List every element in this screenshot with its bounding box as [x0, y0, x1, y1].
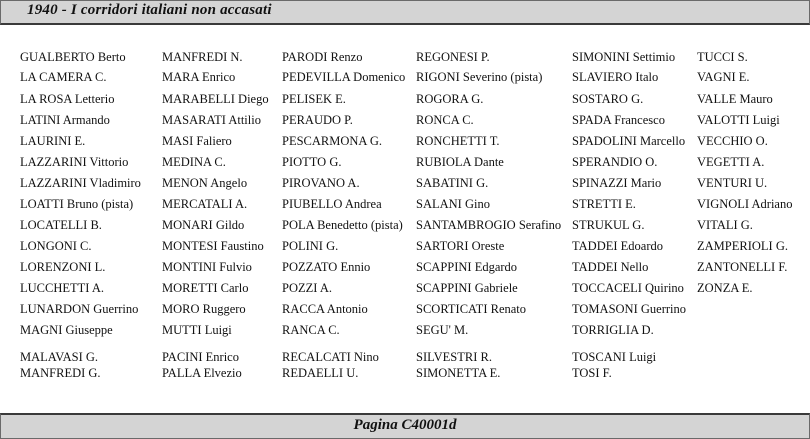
rider-name: LOATTI Bruno (pista) [20, 197, 134, 211]
rider-name: SLAVIERO Italo [572, 70, 659, 84]
rider-name: SPADOLINI Marcello [572, 134, 686, 148]
rider-name: POLA Benedetto (pista) [282, 218, 403, 232]
rider-name: MARA Enrico [162, 70, 236, 84]
rider-name: SILVESTRI R. [416, 350, 492, 364]
rider-name: PESCARMONA G. [282, 134, 383, 148]
rider-name: MASI Faliero [162, 134, 232, 148]
rider-name: PIOTTO G. [282, 155, 342, 169]
rider-name: VALOTTI Luigi [697, 113, 780, 127]
rider-name: SANTAMBROGIO Serafino [416, 218, 562, 232]
rider-name: LOCATELLI B. [20, 218, 102, 232]
rider-name: SARTORI Oreste [416, 239, 505, 253]
rider-name: PIUBELLO Andrea [282, 197, 382, 211]
rider-name: MANFREDI N. [162, 50, 243, 64]
rider-name: RUBIOLA Dante [416, 155, 504, 169]
rider-name: LAZZARINI Vittorio [20, 155, 129, 169]
rider-name: SALANI Gino [416, 197, 490, 211]
rider-name: TADDEI Edoardo [572, 239, 663, 253]
rider-name: SIMONETTA E. [416, 366, 501, 380]
rider-name: LUNARDON Guerrino [20, 302, 139, 316]
rider-name: PELISEK E. [282, 92, 346, 106]
rider-name: ZONZA E. [697, 281, 753, 295]
rider-name: ZANTONELLI F. [697, 260, 788, 274]
rider-name: VECCHIO O. [697, 134, 768, 148]
rider-name: LUCCHETTI A. [20, 281, 105, 295]
rider-name: VIGNOLI Adriano [697, 197, 793, 211]
rider-name: TOCCACELI Quirino [572, 281, 684, 295]
rider-name: TOMASONI Guerrino [572, 302, 686, 316]
rider-name: RONCHETTI T. [416, 134, 500, 148]
rider-name: MARABELLI Diego [162, 92, 269, 106]
rider-name: POZZATO Ennio [282, 260, 371, 274]
rider-name: RANCA C. [282, 323, 340, 337]
rider-name: MORETTI Carlo [162, 281, 249, 295]
rider-name: STRUKUL G. [572, 218, 645, 232]
rider-name: SEGU' M. [416, 323, 469, 337]
rider-name: PEDEVILLA Domenico [282, 70, 406, 84]
rider-name: RECALCATI Nino [282, 350, 379, 364]
page-footer [0, 413, 810, 439]
rider-name: VITALI G. [697, 218, 753, 232]
rider-name: SPERANDIO O. [572, 155, 658, 169]
rider-name: MANFREDI G. [20, 366, 101, 380]
rider-name: VALLE Mauro [697, 92, 773, 106]
page-header [0, 0, 810, 25]
rider-name: SPINAZZI Mario [572, 176, 662, 190]
rider-name: VEGETTI A. [697, 155, 765, 169]
rider-name: POZZI A. [282, 281, 332, 295]
rider-name: MORO Ruggero [162, 302, 246, 316]
rider-name: MONARI Gildo [162, 218, 245, 232]
rider-name: PERAUDO P. [282, 113, 353, 127]
rider-name: SPADA Francesco [572, 113, 665, 127]
rider-name: MUTTI Luigi [162, 323, 232, 337]
rider-name: MONTESI Faustino [162, 239, 264, 253]
rider-name: MONTINI Fulvio [162, 260, 252, 274]
rider-name: LORENZONI L. [20, 260, 106, 274]
rider-name: SABATINI G. [416, 176, 489, 190]
rider-name: PIROVANO A. [282, 176, 360, 190]
rider-name: MENON Angelo [162, 176, 248, 190]
rider-name: LAURINI E. [20, 134, 86, 148]
rider-name: TUCCI S. [697, 50, 748, 64]
rider-name: TOSCANI Luigi [572, 350, 657, 364]
page-title: 1940 - I corridori italiani non accasati [27, 2, 272, 18]
rider-name: LONGONI C. [20, 239, 92, 253]
rider-name: MERCATALI A. [162, 197, 248, 211]
rider-name: STRETTI E. [572, 197, 636, 211]
rider-name: REDAELLI U. [282, 366, 359, 380]
rider-name: SCAPPINI Edgardo [416, 260, 518, 274]
rider-name: SOSTARO G. [572, 92, 644, 106]
rider-name: REGONESI P. [416, 50, 490, 64]
rider-name: SIMONINI Settimio [572, 50, 676, 64]
rider-name: MAGNI Giuseppe [20, 323, 113, 337]
rider-name: SCAPPINI Gabriele [416, 281, 518, 295]
rider-name: POLINI G. [282, 239, 339, 253]
rider-name: VAGNI E. [697, 70, 750, 84]
rider-name: LAZZARINI Vladimiro [20, 176, 141, 190]
rider-name: TADDEI Nello [572, 260, 649, 274]
rider-name: LATINI Armando [20, 113, 110, 127]
rider-name: TORRIGLIA D. [572, 323, 654, 337]
rider-name: MALAVASI G. [20, 350, 99, 364]
rider-name: ROGORA G. [416, 92, 484, 106]
rider-name: LA CAMERA C. [20, 70, 107, 84]
rider-name: RIGONI Severino (pista) [416, 70, 543, 84]
rider-name: PALLA Elvezio [162, 366, 242, 380]
rider-name: ZAMPERIOLI G. [697, 239, 788, 253]
rider-name: MEDINA C. [162, 155, 226, 169]
rider-name: MASARATI Attilio [162, 113, 261, 127]
rider-name: SCORTICATI Renato [416, 302, 527, 316]
rider-name: VENTURI U. [697, 176, 768, 190]
rider-name: GUALBERTO Berto [20, 50, 126, 64]
rider-name: PACINI Enrico [162, 350, 239, 364]
rider-name: LA ROSA Letterio [20, 92, 115, 106]
rider-name: RONCA C. [416, 113, 474, 127]
page-number: Pagina C40001d [353, 417, 457, 433]
rider-name: PARODI Renzo [282, 50, 363, 64]
rider-name: RACCA Antonio [282, 302, 368, 316]
rider-name: TOSI F. [572, 366, 612, 380]
